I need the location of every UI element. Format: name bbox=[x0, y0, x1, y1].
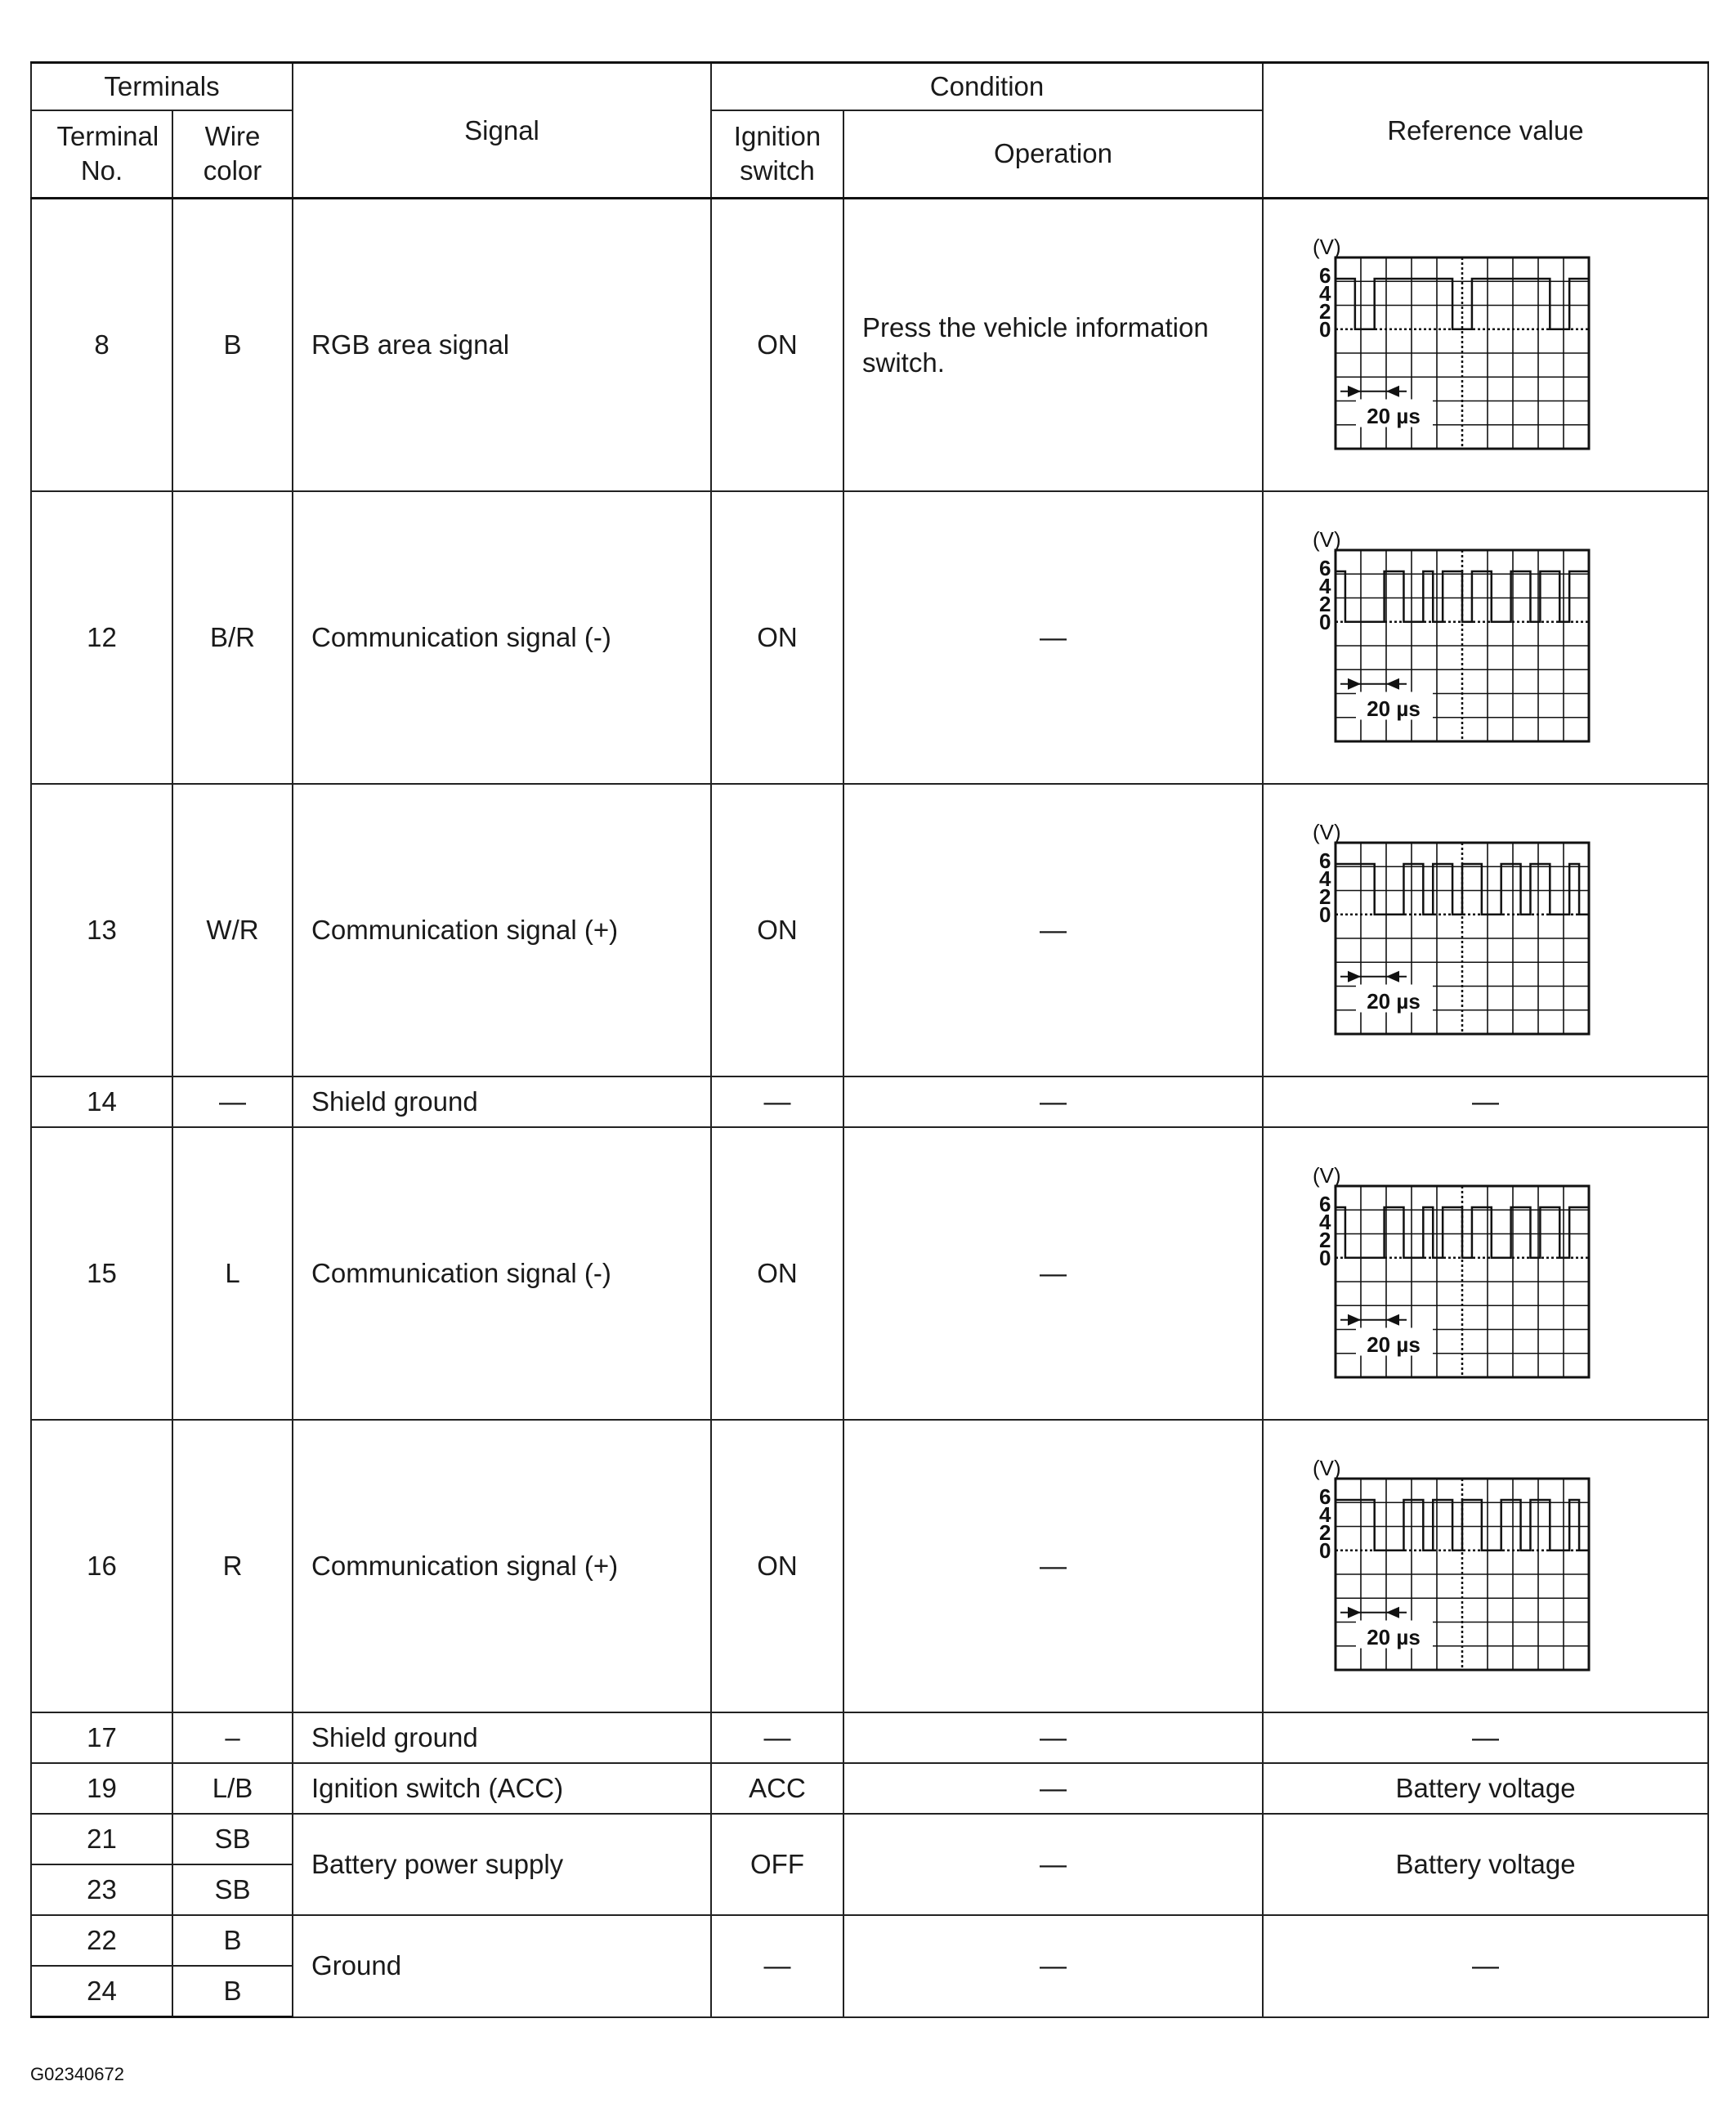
terminal-no: 15 bbox=[31, 1127, 172, 1420]
wire-color: B/R bbox=[172, 491, 293, 784]
ignition-state: ON bbox=[711, 1420, 843, 1712]
waveform-scope bbox=[1286, 1456, 1597, 1676]
table-row bbox=[31, 199, 1708, 492]
signal-name: Communication signal (+) bbox=[293, 784, 711, 1076]
operation-text: — bbox=[843, 1420, 1263, 1712]
signal-name: Ground bbox=[293, 1915, 711, 2017]
wire-color: SB bbox=[172, 1814, 293, 1864]
header-reference-value: Reference value bbox=[1263, 63, 1708, 199]
wire-color: B bbox=[172, 1966, 293, 2017]
reference-text: — bbox=[1263, 1712, 1708, 1763]
reference-cell bbox=[1263, 784, 1708, 1076]
reference-cell bbox=[1263, 199, 1708, 492]
operation-text: — bbox=[843, 1763, 1263, 1814]
signal-name: Communication signal (+) bbox=[293, 1420, 711, 1712]
header-signal: Signal bbox=[293, 63, 711, 199]
scope-y-tick: 6 bbox=[1319, 1191, 1331, 1216]
scope-unit-label: (V) bbox=[1313, 527, 1341, 552]
table-row bbox=[31, 1076, 1708, 1127]
terminal-reference-table bbox=[30, 61, 1709, 2018]
table-row bbox=[31, 1763, 1708, 1814]
scope-unit-label: (V) bbox=[1313, 820, 1341, 844]
wire-color: – bbox=[172, 1712, 293, 1763]
scope-y-tick: 2 bbox=[1319, 298, 1331, 324]
signal-name: Shield ground bbox=[293, 1076, 711, 1127]
scope-y-tick: 2 bbox=[1319, 591, 1331, 616]
terminal-no: 23 bbox=[31, 1864, 172, 1915]
ignition-state: — bbox=[711, 1712, 843, 1763]
terminal-no: 17 bbox=[31, 1712, 172, 1763]
scope-y-tick: 6 bbox=[1319, 262, 1331, 288]
reference-text: — bbox=[1263, 1076, 1708, 1127]
ignition-state: ON bbox=[711, 491, 843, 784]
scope-y-tick: 2 bbox=[1319, 1520, 1331, 1545]
wire-color: SB bbox=[172, 1864, 293, 1915]
signal-name: Communication signal (-) bbox=[293, 491, 711, 784]
waveform-trace bbox=[1336, 1500, 1589, 1551]
figure-code: G02340672 bbox=[30, 2064, 124, 2084]
table-row bbox=[31, 1712, 1708, 1763]
scope-y-tick: 4 bbox=[1319, 1209, 1331, 1234]
operation-text: — bbox=[843, 1712, 1263, 1763]
scope-y-tick: 6 bbox=[1319, 555, 1331, 580]
time-division-label: 20 µs bbox=[1367, 988, 1421, 1014]
time-division-label: 20 µs bbox=[1367, 1624, 1421, 1649]
terminal-no: 22 bbox=[31, 1915, 172, 1966]
scope-y-tick: 0 bbox=[1319, 902, 1331, 927]
ignition-state: — bbox=[711, 1915, 843, 2017]
wire-color: L/B bbox=[172, 1763, 293, 1814]
scope-y-tick: 2 bbox=[1319, 1227, 1331, 1252]
terminal-no: 14 bbox=[31, 1076, 172, 1127]
signal-name: Communication signal (-) bbox=[293, 1127, 711, 1420]
header-terminal-no-text: Terminal No. bbox=[56, 121, 159, 186]
table-row bbox=[31, 1420, 1708, 1712]
scope-y-tick: 0 bbox=[1319, 1537, 1331, 1563]
terminal-no: 16 bbox=[31, 1420, 172, 1712]
waveform-scope bbox=[1286, 235, 1597, 455]
table-row bbox=[31, 1915, 1708, 1966]
signal-name: Ignition switch (ACC) bbox=[293, 1763, 711, 1814]
terminal-no: 24 bbox=[31, 1966, 172, 2017]
signal-name: Shield ground bbox=[293, 1712, 711, 1763]
wire-color: L bbox=[172, 1127, 293, 1420]
scope-y-tick: 4 bbox=[1319, 1502, 1331, 1527]
waveform-scope bbox=[1286, 527, 1597, 748]
terminal-no: 8 bbox=[31, 199, 172, 492]
terminal-no: 19 bbox=[31, 1763, 172, 1814]
scope-y-tick: 4 bbox=[1319, 280, 1331, 306]
scope-y-tick: 0 bbox=[1319, 316, 1331, 342]
operation-text: — bbox=[843, 1915, 1263, 2017]
table-row bbox=[31, 1814, 1708, 1864]
waveform-scope bbox=[1286, 1163, 1597, 1384]
reference-cell bbox=[1263, 1420, 1708, 1712]
terminal-reference-table-wrapper bbox=[30, 61, 1707, 2018]
scope-unit-label: (V) bbox=[1313, 1456, 1341, 1480]
scope-unit-label: (V) bbox=[1313, 235, 1341, 259]
terminal-no: 13 bbox=[31, 784, 172, 1076]
operation-text: — bbox=[843, 1814, 1263, 1915]
ignition-state: ON bbox=[711, 1127, 843, 1420]
scope-y-tick: 2 bbox=[1319, 884, 1331, 909]
reference-text: Battery voltage bbox=[1263, 1814, 1708, 1915]
table-row bbox=[31, 491, 1708, 784]
table-row bbox=[31, 784, 1708, 1076]
scope-y-tick: 6 bbox=[1319, 1484, 1331, 1509]
reference-cell bbox=[1263, 1127, 1708, 1420]
scope-y-tick: 0 bbox=[1319, 609, 1331, 634]
header-operation: Operation bbox=[843, 110, 1263, 199]
wire-color: B bbox=[172, 199, 293, 492]
wire-color: B bbox=[172, 1915, 293, 1966]
scope-y-tick: 0 bbox=[1319, 1245, 1331, 1270]
header-terminal-no bbox=[31, 110, 172, 199]
reference-text: Battery voltage bbox=[1263, 1763, 1708, 1814]
signal-name: RGB area signal bbox=[293, 199, 711, 492]
header-ignition-switch bbox=[711, 110, 843, 199]
scope-unit-label: (V) bbox=[1313, 1163, 1341, 1188]
ignition-state: ON bbox=[711, 784, 843, 1076]
time-division-label: 20 µs bbox=[1367, 696, 1421, 721]
operation-text: Press the vehicle information switch. bbox=[843, 199, 1263, 492]
operation-text: — bbox=[843, 1076, 1263, 1127]
header-terminals: Terminals bbox=[31, 63, 293, 110]
terminal-no: 12 bbox=[31, 491, 172, 784]
operation-text: — bbox=[843, 1127, 1263, 1420]
table-row bbox=[31, 1127, 1708, 1420]
reference-text: — bbox=[1263, 1915, 1708, 2017]
header-wire-color bbox=[172, 110, 293, 199]
scope-y-tick: 4 bbox=[1319, 866, 1331, 891]
time-division-label: 20 µs bbox=[1367, 403, 1421, 428]
ignition-state: ON bbox=[711, 199, 843, 492]
header-condition: Condition bbox=[711, 63, 1263, 110]
ignition-state: — bbox=[711, 1076, 843, 1127]
ignition-state: ACC bbox=[711, 1763, 843, 1814]
waveform-scope bbox=[1286, 820, 1597, 1041]
wire-color: R bbox=[172, 1420, 293, 1712]
wire-color: — bbox=[172, 1076, 293, 1127]
waveform-trace bbox=[1336, 864, 1589, 915]
header-ignition-switch-text: Ignition switch bbox=[733, 121, 821, 186]
wire-color: W/R bbox=[172, 784, 293, 1076]
reference-cell bbox=[1263, 491, 1708, 784]
scope-y-tick: 6 bbox=[1319, 848, 1331, 873]
time-division-label: 20 µs bbox=[1367, 1332, 1421, 1357]
header-wire-color-text: Wire color bbox=[203, 121, 262, 186]
scope-y-tick: 4 bbox=[1319, 573, 1331, 598]
signal-name: Battery power supply bbox=[293, 1814, 711, 1915]
ignition-state: OFF bbox=[711, 1814, 843, 1915]
operation-text: — bbox=[843, 491, 1263, 784]
terminal-no: 21 bbox=[31, 1814, 172, 1864]
operation-text: — bbox=[843, 784, 1263, 1076]
